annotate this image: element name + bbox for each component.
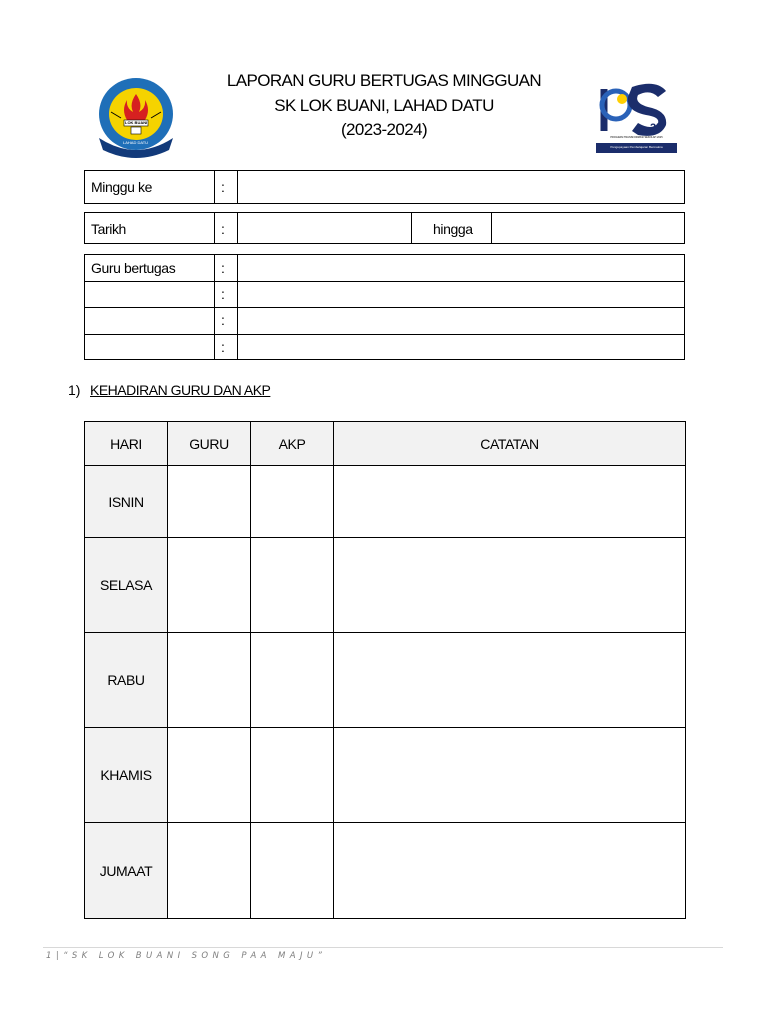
logo-bottom-text: LAHAD DATU: [123, 140, 149, 145]
tarikh-label: Tarikh: [91, 221, 126, 237]
guru-input-3[interactable]: [238, 308, 684, 334]
day-selasa: SELASA: [85, 538, 168, 633]
guru-bertugas-label: Guru bertugas: [91, 260, 176, 276]
guru-colon-1: :: [221, 260, 225, 276]
logo-inner-text: LOK BUANI: [125, 120, 148, 125]
page-footer: [46, 951, 326, 961]
guru-input-1[interactable]: [238, 255, 684, 281]
footer-motto: “SK LOK BUANI SONG PAA MAJU”: [63, 951, 327, 961]
footer-divider: [43, 947, 723, 948]
program-logo: [596, 73, 677, 155]
school-logo: [93, 76, 179, 158]
table-row: [85, 538, 686, 633]
day-rabu: RABU: [85, 633, 168, 728]
catatan-cell[interactable]: [334, 538, 686, 633]
minggu-colon: :: [221, 179, 225, 195]
report-title: LAPORAN GURU BERTUGAS MINGGUAN: [226, 71, 542, 90]
table-row: [85, 823, 686, 919]
hingga-label: hingga: [433, 221, 473, 237]
guru-cell[interactable]: [168, 466, 251, 538]
guru-colon-3: :: [221, 312, 225, 328]
guru-input-4[interactable]: [238, 335, 684, 359]
guru-colon-2: :: [221, 286, 225, 302]
catatan-cell[interactable]: [334, 823, 686, 919]
akp-cell[interactable]: [251, 728, 334, 823]
table-row: [85, 728, 686, 823]
akp-cell[interactable]: [251, 538, 334, 633]
guru-cell[interactable]: [168, 823, 251, 919]
footer-separator: |: [55, 951, 64, 961]
tarikh-start-input[interactable]: [238, 213, 410, 243]
guru-input-2[interactable]: [238, 282, 684, 307]
table-row: [85, 633, 686, 728]
day-jumaat: JUMAAT: [85, 823, 168, 919]
program-logo-banner: Pengupayaan Pembelajaran Bermakna: [610, 145, 663, 149]
header-guru: GURU: [168, 422, 251, 466]
header-hari: HARI: [85, 422, 168, 466]
section-number: 1): [68, 382, 81, 398]
day-khamis: KHAMIS: [85, 728, 168, 823]
guru-cell[interactable]: [168, 633, 251, 728]
page-number: 1: [46, 951, 56, 961]
catatan-cell[interactable]: [334, 728, 686, 823]
program-logo-caption: PROGRAM TRANSFORMASI SEKOLAH 2025: [610, 136, 663, 139]
minggu-label: Minggu ke: [91, 179, 152, 195]
tarikh-colon: :: [221, 221, 225, 237]
table-row: [85, 466, 686, 538]
guru-cell[interactable]: [168, 538, 251, 633]
guru-cell[interactable]: [168, 728, 251, 823]
school-name: SK LOK BUANI, LAHAD DATU: [274, 96, 494, 115]
section-title: KEHADIRAN GURU DAN AKP: [90, 382, 271, 398]
header-catatan: CATATAN: [334, 422, 686, 466]
day-isnin: ISNIN: [85, 466, 168, 538]
report-year: (2023-2024): [340, 120, 428, 139]
minggu-input[interactable]: [238, 171, 684, 203]
akp-cell[interactable]: [251, 466, 334, 538]
attendance-header-row: [85, 422, 686, 466]
guru-bertugas-table: [84, 254, 685, 360]
program-logo-number: 25: [650, 122, 663, 134]
akp-cell[interactable]: [251, 633, 334, 728]
tarikh-row: [84, 212, 685, 244]
minggu-row: [84, 170, 685, 204]
catatan-cell[interactable]: [334, 466, 686, 538]
guru-colon-4: :: [221, 339, 225, 355]
tarikh-end-input[interactable]: [492, 213, 684, 243]
header-akp: AKP: [251, 422, 334, 466]
akp-cell[interactable]: [251, 823, 334, 919]
attendance-table: [84, 421, 686, 919]
catatan-cell[interactable]: [334, 633, 686, 728]
